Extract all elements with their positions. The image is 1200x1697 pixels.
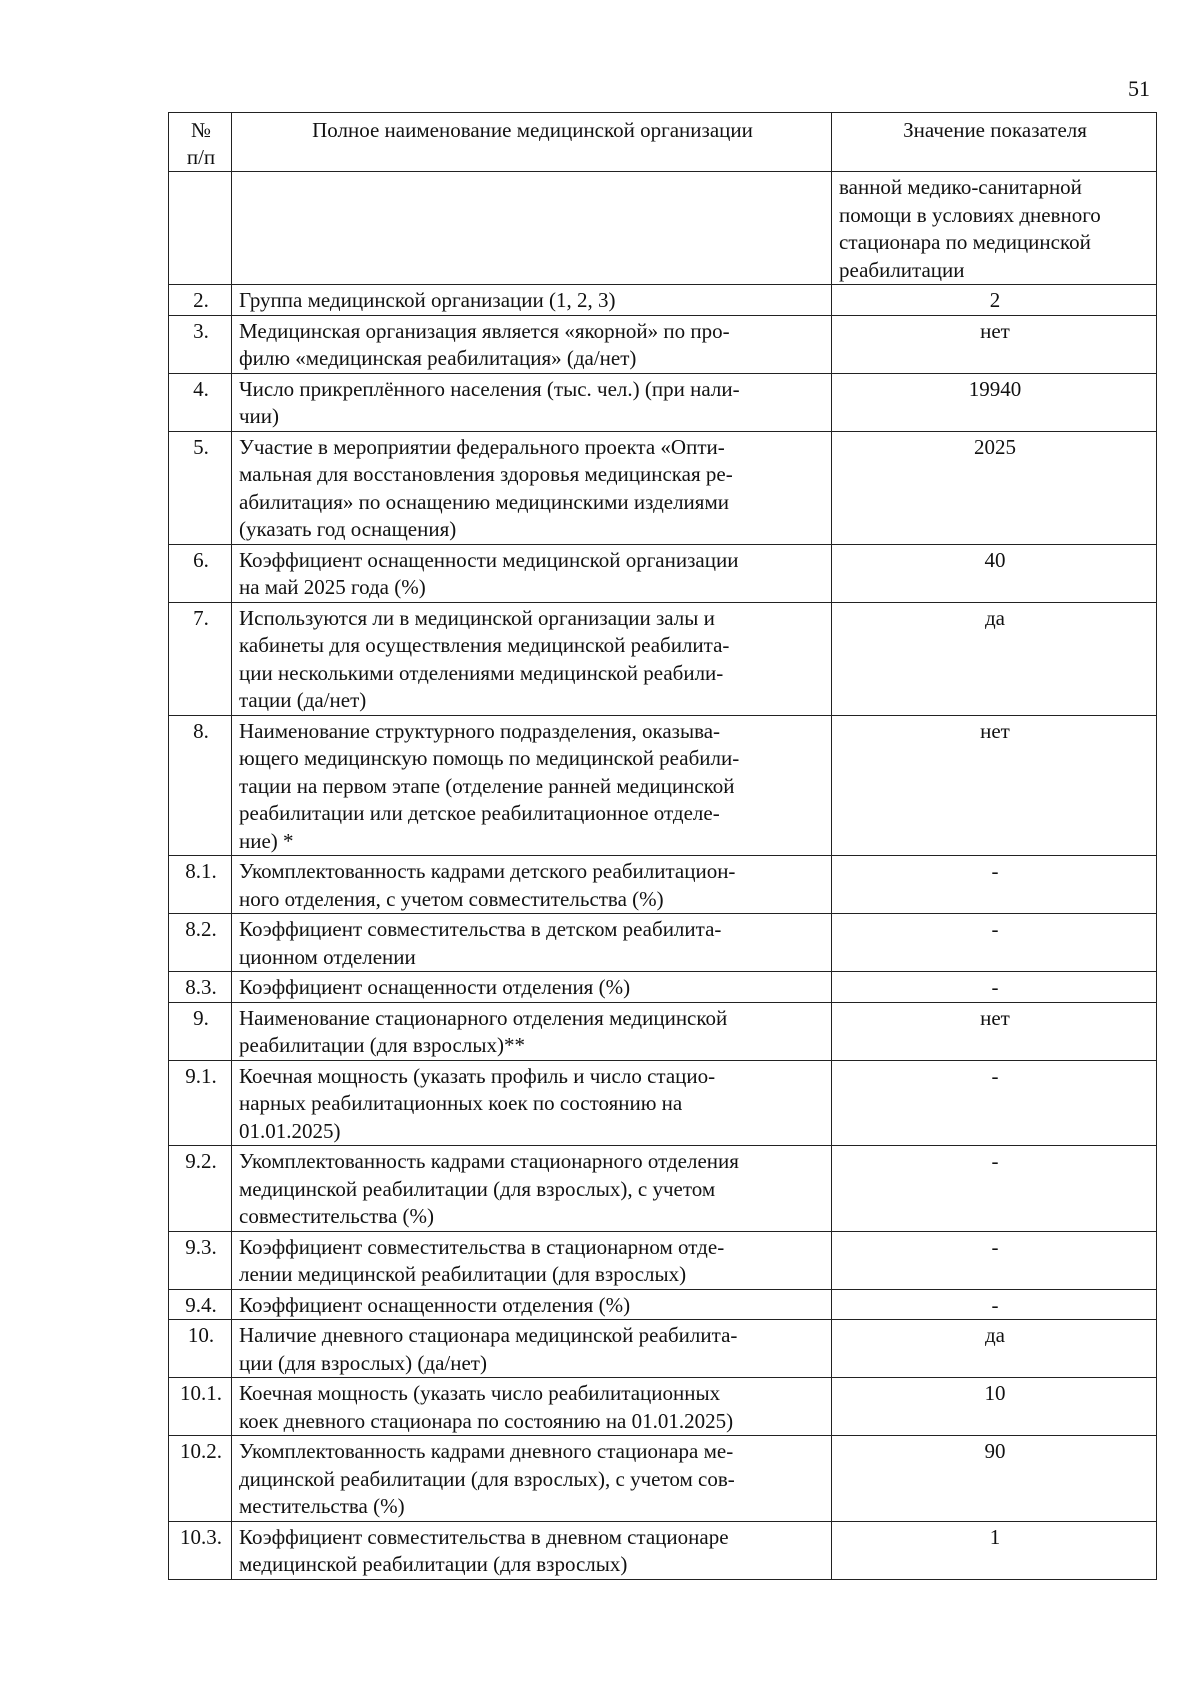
row-indicator-value: 1 bbox=[832, 1521, 1157, 1579]
header-row bbox=[169, 113, 1157, 172]
table-row bbox=[169, 285, 1157, 316]
row-number: 8.1. bbox=[169, 856, 232, 914]
table-row bbox=[169, 431, 1157, 544]
table-row bbox=[169, 1289, 1157, 1320]
row-number: 10.2. bbox=[169, 1436, 232, 1522]
row-indicator-name: Коэффициент совместительства в стационарном отде- лении медицинской реабилитации (для взрослых) bbox=[232, 1231, 832, 1289]
row-indicator-name: Коечная мощность (указать профиль и число стацио- нарных реабилитационных коек по состоянию на 01.01.2025) bbox=[232, 1060, 832, 1146]
row-indicator-value: да bbox=[832, 602, 1157, 715]
row-number: 9.4. bbox=[169, 1289, 232, 1320]
row-indicator-name: Коэффициент совместительства в дневном стационаре медицинской реабилитации (для взрослых) bbox=[232, 1521, 832, 1579]
row-number: 10.1. bbox=[169, 1378, 232, 1436]
row-number: 6. bbox=[169, 544, 232, 602]
table-header bbox=[169, 113, 1157, 172]
row-indicator-value: - bbox=[832, 856, 1157, 914]
page-number: 51 bbox=[1128, 76, 1150, 101]
row-indicator-value: 2025 bbox=[832, 431, 1157, 544]
row-number: 9.1. bbox=[169, 1060, 232, 1146]
row-indicator-value: 10 bbox=[832, 1378, 1157, 1436]
row-number: 9. bbox=[169, 1002, 232, 1060]
row-indicator-value: да bbox=[832, 1320, 1157, 1378]
row-indicator-name: Коэффициент оснащенности медицинской организации на май 2025 года (%) bbox=[232, 544, 832, 602]
row-indicator-value: нет bbox=[832, 715, 1157, 856]
row-indicator-name: Коечная мощность (указать число реабилитационных коек дневного стационара по состоянию на 01.01.2025) bbox=[232, 1378, 832, 1436]
header-indicator-value: Значение показателя bbox=[832, 113, 1157, 172]
row-number: 4. bbox=[169, 373, 232, 431]
continuation-name-cell bbox=[232, 172, 832, 285]
row-indicator-value: нет bbox=[832, 1002, 1157, 1060]
table-row bbox=[169, 1231, 1157, 1289]
header-organization-name: Полное наименование медицинской организации bbox=[232, 113, 832, 172]
row-indicator-value: 2 bbox=[832, 285, 1157, 316]
table-row bbox=[169, 914, 1157, 972]
table-row bbox=[169, 373, 1157, 431]
row-indicator-value: 40 bbox=[832, 544, 1157, 602]
row-indicator-name: Наименование стационарного отделения медицинской реабилитации (для взрослых)** bbox=[232, 1002, 832, 1060]
row-indicator-value: - bbox=[832, 1060, 1157, 1146]
row-indicator-name: Число прикреплённого населения (тыс. чел.) (при нали- чии) bbox=[232, 373, 832, 431]
table-row bbox=[169, 856, 1157, 914]
indicators-table bbox=[168, 112, 1157, 1580]
row-indicator-name: Наименование структурного подразделения, оказыва- ющего медицинскую помощь по медицинской реабили- тации на первом этапе (отделение ранней медицинской реабилитации или детское реабилитационное отделе- ние) * bbox=[232, 715, 832, 856]
row-indicator-name: Укомплектованность кадрами стационарного отделения медицинской реабилитации (для взрослых), с учетом совместительства (%) bbox=[232, 1146, 832, 1232]
row-indicator-value: - bbox=[832, 1146, 1157, 1232]
row-number: 9.3. bbox=[169, 1231, 232, 1289]
row-indicator-name: Коэффициент совместительства в детском реабилита- ционном отделении bbox=[232, 914, 832, 972]
row-indicator-value: 19940 bbox=[832, 373, 1157, 431]
table-row bbox=[169, 1436, 1157, 1522]
row-indicator-name: Коэффициент оснащенности отделения (%) bbox=[232, 1289, 832, 1320]
row-number: 9.2. bbox=[169, 1146, 232, 1232]
table-row bbox=[169, 1378, 1157, 1436]
row-indicator-value: нет bbox=[832, 315, 1157, 373]
table-row bbox=[169, 1521, 1157, 1579]
row-indicator-name: Группа медицинской организации (1, 2, 3) bbox=[232, 285, 832, 316]
row-indicator-name: Медицинская организация является «якорной» по про- филю «медицинская реабилитация» (да/нет) bbox=[232, 315, 832, 373]
table-row bbox=[169, 315, 1157, 373]
table-body bbox=[169, 172, 1157, 1580]
row-number: 5. bbox=[169, 431, 232, 544]
table-row bbox=[169, 602, 1157, 715]
row-indicator-name: Участие в мероприятии федерального проекта «Опти- мальная для восстановления здоровья медицинская ре- абилитация» по оснащению медицинскими изделиями (указать год оснащения) bbox=[232, 431, 832, 544]
table-row bbox=[169, 972, 1157, 1003]
row-number: 7. bbox=[169, 602, 232, 715]
continuation-row bbox=[169, 172, 1157, 285]
row-indicator-value: - bbox=[832, 914, 1157, 972]
row-indicator-value: - bbox=[832, 1289, 1157, 1320]
table-row bbox=[169, 715, 1157, 856]
row-number: 3. bbox=[169, 315, 232, 373]
row-indicator-value: - bbox=[832, 1231, 1157, 1289]
continuation-value-cell: ванной медико-санитарной помощи в условиях дневного стационара по медицинской реабилитации bbox=[832, 172, 1157, 285]
table-row bbox=[169, 1002, 1157, 1060]
row-indicator-name: Укомплектованность кадрами детского реабилитацион- ного отделения, с учетом совместительства (%) bbox=[232, 856, 832, 914]
row-number: 8.3. bbox=[169, 972, 232, 1003]
row-number: 10.3. bbox=[169, 1521, 232, 1579]
continuation-number-cell bbox=[169, 172, 232, 285]
row-indicator-name: Наличие дневного стационара медицинской реабилита- ции (для взрослых) (да/нет) bbox=[232, 1320, 832, 1378]
table-row bbox=[169, 1146, 1157, 1232]
row-number: 8. bbox=[169, 715, 232, 856]
row-number: 2. bbox=[169, 285, 232, 316]
row-number: 10. bbox=[169, 1320, 232, 1378]
row-indicator-name: Используются ли в медицинской организации залы и кабинеты для осуществления медицинской реабилита- ции несколькими отделениями медицинской реабили- тации (да/нет) bbox=[232, 602, 832, 715]
row-number: 8.2. bbox=[169, 914, 232, 972]
row-indicator-value: 90 bbox=[832, 1436, 1157, 1522]
row-indicator-name: Коэффициент оснащенности отделения (%) bbox=[232, 972, 832, 1003]
table-row bbox=[169, 1320, 1157, 1378]
row-indicator-value: - bbox=[832, 972, 1157, 1003]
table-row bbox=[169, 544, 1157, 602]
header-number: № п/п bbox=[169, 113, 232, 172]
table-row bbox=[169, 1060, 1157, 1146]
row-indicator-name: Укомплектованность кадрами дневного стационара ме- дицинской реабилитации (для взрослых), с учетом сов- местительства (%) bbox=[232, 1436, 832, 1522]
